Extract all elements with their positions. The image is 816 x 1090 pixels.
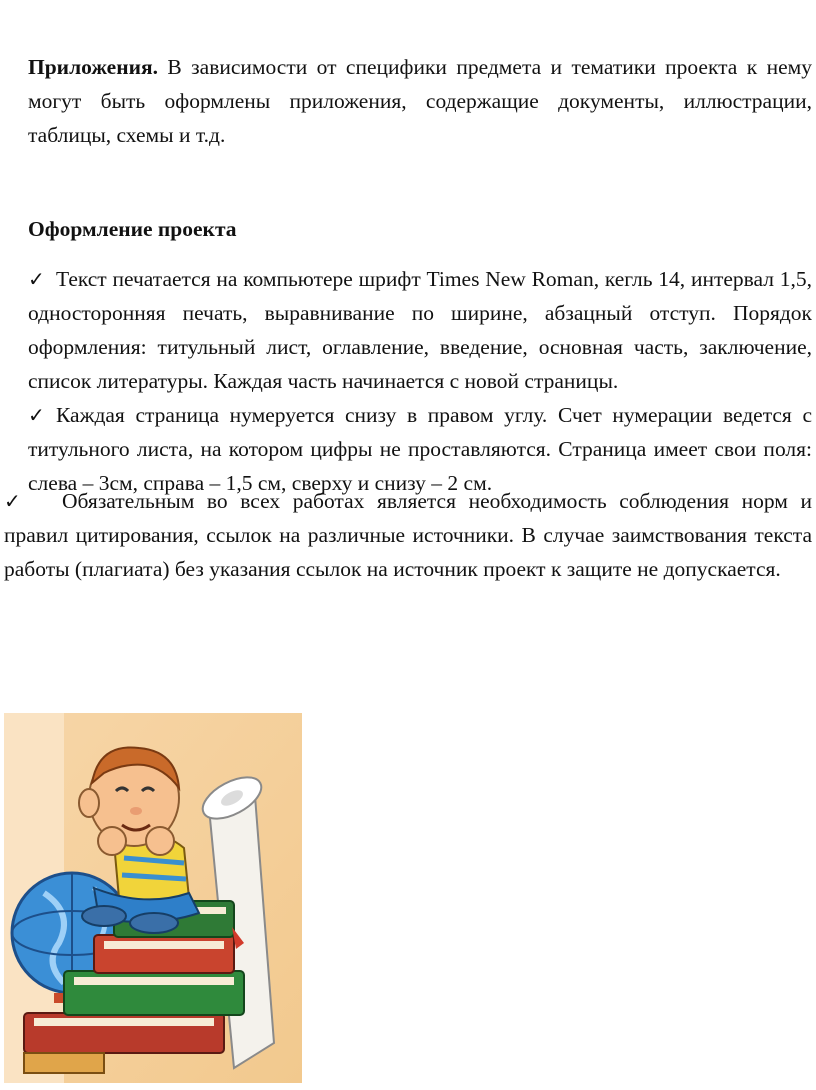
section-heading: Оформление проекта (28, 217, 237, 241)
list-item-text: Текст печатается на компьютере шрифт Times New Roman, кегль 14, интервал 1,5, односторонняя печать, выравнивание по ширине, абзацный отступ. Порядок оформления: титульный лист, оглавление, введение, основная часть, заключение, список литературы. Каждая часть начинается с новой страницы. (28, 267, 812, 393)
list-item (4, 484, 812, 586)
check-mark-icon: ✓ (28, 267, 45, 291)
list-item-text: Каждая страница нумеруется снизу в правом углу. Счет нумерации ведется с титульного листа, на котором цифры не проставляются. Страница имеет свои поля: слева – 3см, справа – 1,5 см, сверху и снизу – 2 см. (28, 403, 812, 495)
requirements-list (28, 262, 812, 500)
list-item-text: Обязательным во всех работах является необходимость соблюдения норм и правил цитирования, ссылок на различные источники. В случае заимствования текста работы (плагиата) без указания ссылок на источник проект к защите не допускается. (4, 489, 812, 581)
intro-paragraph (28, 50, 812, 152)
intro-text: В зависимости от специфики предмета и тематики проекта к нему могут быть оформлены приложения, содержащие документы, иллюстрации, таблицы, схемы и т.д. (28, 55, 812, 147)
check-mark-icon: ✓ (28, 403, 45, 427)
illustration-graphic (4, 713, 302, 1083)
boy-on-books-illustration (4, 713, 302, 1083)
citation-list (4, 484, 812, 586)
list-item (28, 262, 812, 398)
check-mark-icon: ✓ (4, 489, 21, 513)
intro-lead: Приложения. (28, 55, 158, 79)
